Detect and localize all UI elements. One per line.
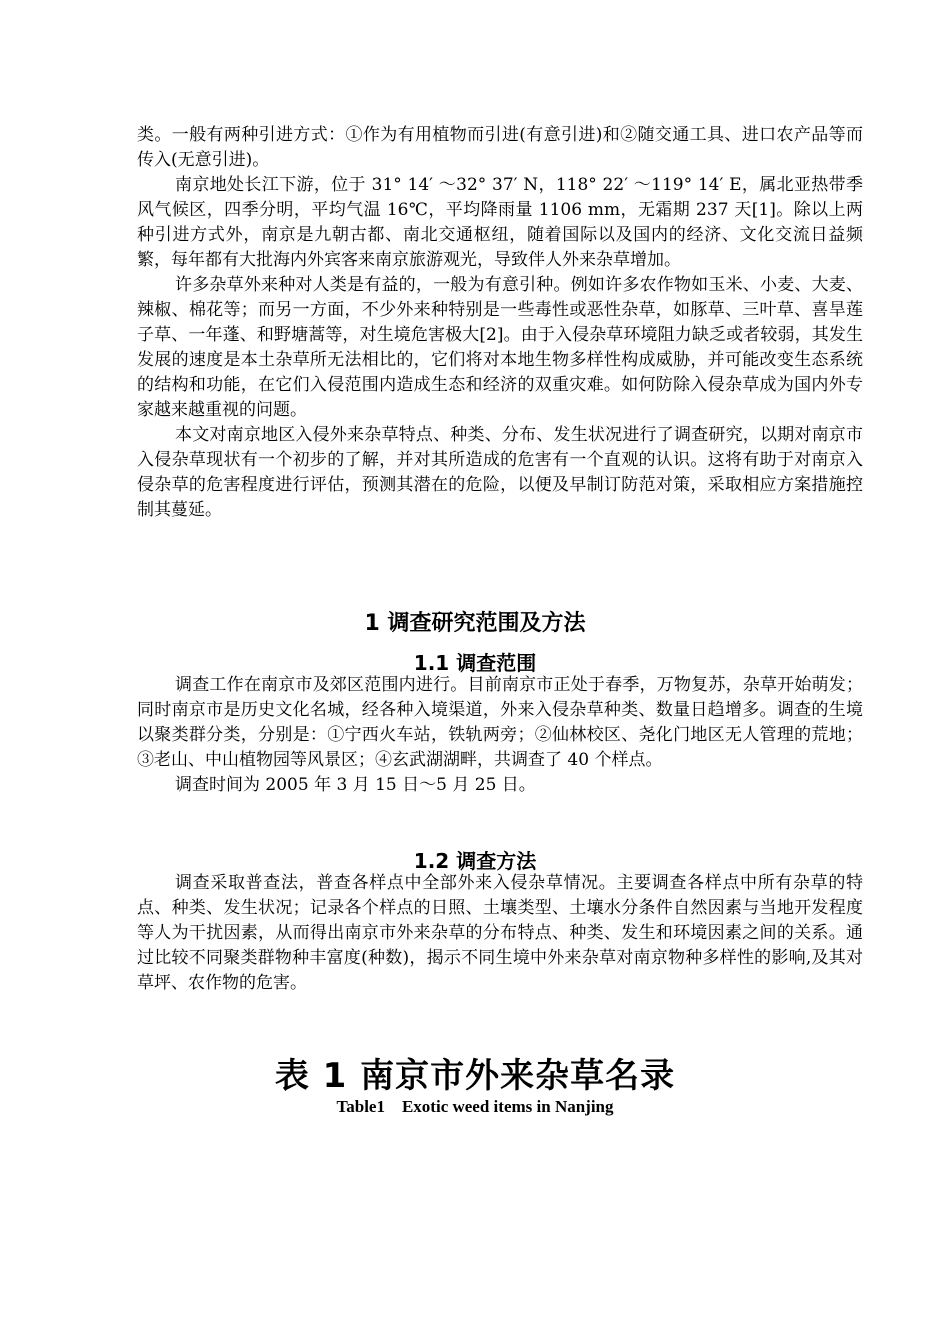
table-title: 表 1 南京市外来杂草名录: [274, 1056, 676, 1096]
intro-paragraph-1: 类。一般有两种引进方式：①作为有用植物而引进(有意引进)和②随交通工具、进口农产品等而传入(无意引进)。: [137, 125, 863, 170]
subsection-heading-1-2: 1.2 调查方法: [413, 849, 537, 873]
subsection-1-1-body: [137, 673, 863, 798]
section-heading-1: 1 调查研究范围及方法: [364, 611, 586, 636]
method-paragraph-1: 调查采取普查法，普查各样点中全部外来入侵杂草情况。主要调查各样点中所有杂草的特点、种类、发生状况；记录各个样点的日照、土壤类型、土壤水分条件自然因素与当地开发程度等人为干扰因素，从而得出南京市外来杂草的分布特点、种类、发生和环境因素之间的关系。通过比较不同聚类群物种丰富度(种数)，揭示不同生境中外来杂草对南京物种多样性的影响,及其对草坪、农作物的危害。: [137, 873, 863, 993]
intro-section: [137, 123, 863, 523]
table-subtitle: Table1 Exotic weed items in Nanjing: [336, 1097, 614, 1116]
scope-paragraph-1: 调查工作在南京市及郊区范围内进行。目前南京市正处于春季，万物复苏，杂草开始萌发；同时南京市是历史文化名城，经各种入境渠道，外来入侵杂草种类、数量日趋增多。调查的生境以聚类群分类，分别是：①宁西火车站，铁轨两旁；②仙林校区、尧化门地区无人管理的荒地；③老山、中山植物园等风景区；④玄武湖湖畔，共调查了 40 个样点。: [137, 675, 863, 770]
scope-paragraph-2: 调查时间为 2005 年 3 月 15 日～5 月 25 日。: [175, 775, 536, 795]
subsection-heading-1-1: 1.1 调查范围: [413, 651, 537, 675]
intro-paragraph-3: 许多杂草外来种对人类是有益的，一般为有意引种。例如许多农作物如玉米、小麦、大麦、辣椒、棉花等；而另一方面，不少外来种特别是一些毒性或恶性杂草，如豚草、三叶草、喜旱莲子草、一年蓬、和野塘蒿等，对生境危害极大[2]。由于入侵杂草环境阻力缺乏或者较弱，其发生发展的速度是本土杂草所无法相比的，它们将对本地生物多样性构成威胁，并可能改变生态系统的结构和功能，在它们入侵范围内造成生态和经济的双重灾难。如何防除入侵杂草成为国内外专家越来越重视的问题。: [137, 275, 863, 420]
intro-paragraph-2: 南京地处长江下游，位于 31° 14′ ～32° 37′ N，118° 22′ ～119° 14′ E，属北亚热带季风气候区，四季分明，平均气温 16℃，平均降雨量 1106 mm，无霜期 237 天[1]。除以上两种引进方式外，南京是九朝古都、南北交通枢纽，随着国际以及国内的经济、文化交流日益频繁，每年都有大批海内外宾客来南京旅游观光，导致伴人外来杂草增加。: [137, 175, 863, 270]
subsection-1-2-body: [137, 871, 863, 996]
intro-paragraph-4: 本文对南京地区入侵外来杂草特点、种类、分布、发生状况进行了调查研究，以期对南京市入侵杂草现状有一个初步的了解，并对其所造成的危害有一个直观的认识。这将有助于对南京入侵杂草的危害程度进行评估，预测其潜在的危险，以便及早制订防范对策，采取相应方案措施控制其蔓延。: [137, 425, 863, 520]
